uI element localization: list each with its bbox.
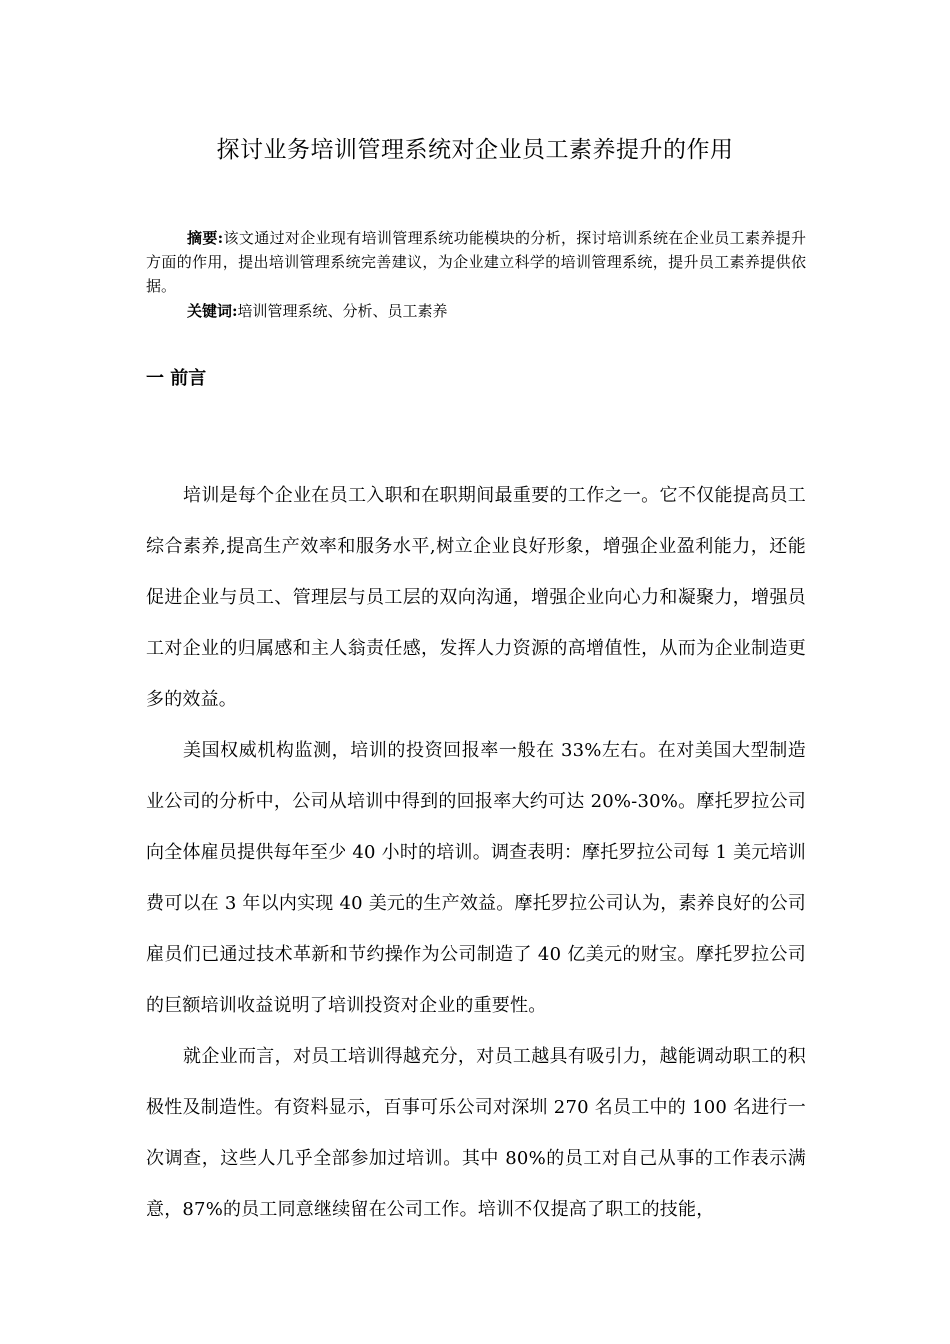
- abstract: [146, 226, 806, 298]
- keywords-text: 培训管理系统、分析、员工素养: [237, 302, 448, 320]
- abstract-label: 摘要:: [187, 229, 224, 247]
- keywords-label: 关键词:: [187, 302, 238, 320]
- body-text: [146, 470, 806, 1235]
- paragraph: 就企业而言，对员工培训得越充分，对员工越具有吸引力，越能调动职工的积极性及制造性。有资料显示，百事可乐公司对深圳 270 名员工中的 100 名进行一次调查，这些人几乎全部参加过培训。其中 80%的员工对自己从事的工作表示满意，87%的员工同意继续留在公司工作。培训不仅提高了职工的技能，: [146, 1046, 806, 1220]
- document-title: 探讨业务培训管理系统对企业员工素养提升的作用: [216, 137, 734, 163]
- paragraph: 培训是每个企业在员工入职和在职期间最重要的工作之一。它不仅能提高员工综合素养,提高生产效率和服务水平,树立企业良好形象，增强企业盈利能力，还能促进企业与员工、管理层与员工层的双向沟通，增强企业向心力和凝聚力，增强员工对企业的归属感和主人翁责任感，发挥人力资源的高增值性，从而为企业制造更多的效益。: [146, 485, 806, 710]
- abstract-text: 该文通过对企业现有培训管理系统功能模块的分析，探讨培训系统在企业员工素养提升方面的作用，提出培训管理系统完善建议，为企业建立科学的培训管理系统，提升员工素养提供依据。: [146, 229, 806, 295]
- paragraph: 美国权威机构监测，培训的投资回报率一般在 33%左右。在对美国大型制造业公司的分析中，公司从培训中得到的回报率大约可达 20%-30%。摩托罗拉公司向全体雇员提供每年至少 40 小时的培训。调查表明：摩托罗拉公司每 1 美元培训费可以在 3 年以内实现 40 美元的生产效益。摩托罗拉公司认为，素养良好的公司雇员们已通过技术革新和节约操作为公司制造了 40 亿美元的财宝。摩托罗拉公司的巨额培训收益说明了培训投资对企业的重要性。: [146, 740, 806, 1016]
- section-heading: 一 前言: [146, 368, 207, 389]
- keywords: [146, 299, 806, 323]
